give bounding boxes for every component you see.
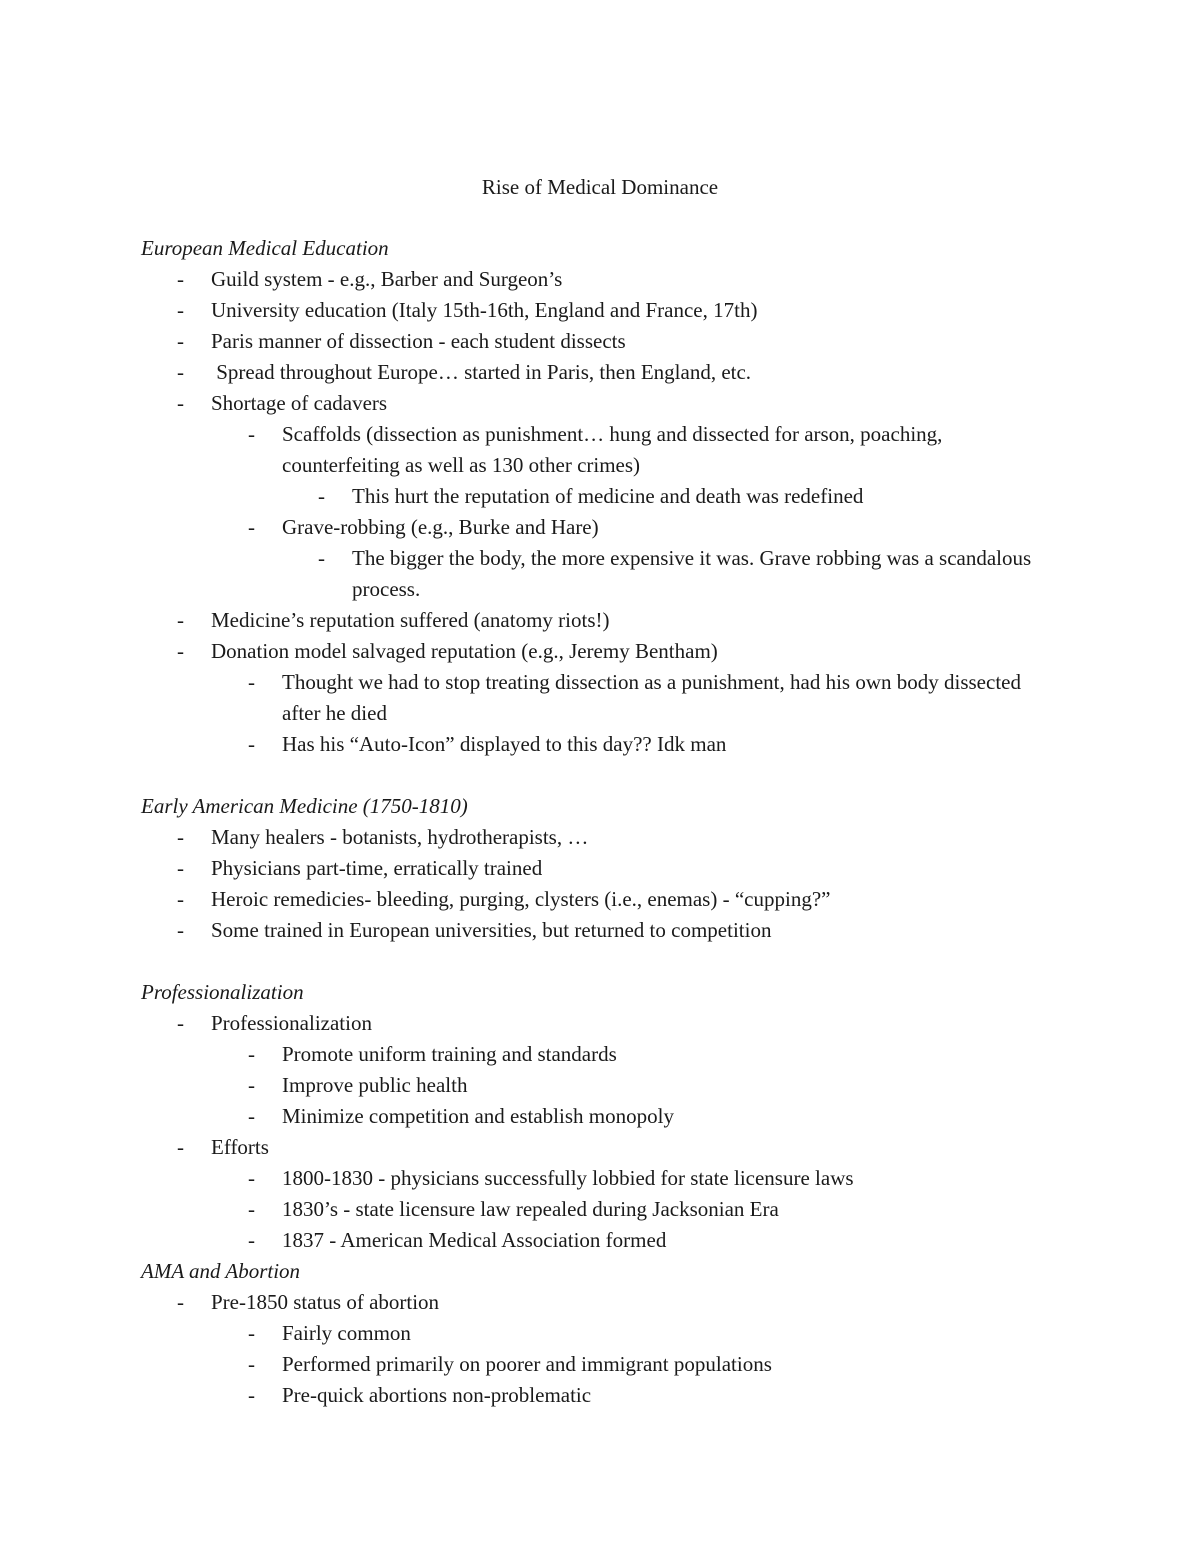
dash-marker: - [177,1135,184,1159]
sub-bullet-item [141,1380,1061,1411]
dash-marker: - [248,1228,255,1252]
bullet-item [141,822,1061,853]
sub-bullet-item [141,512,1061,543]
bullet-text: Donation model salvaged reputation (e.g., Jeremy Bentham) [211,639,718,663]
bullet-text: Pre-quick abortions non-problematic [282,1383,592,1407]
sub-bullet-item [141,1070,1061,1101]
dash-marker: - [248,1104,255,1128]
section-heading: Professionalization [141,980,304,1004]
dash-marker: - [318,546,325,570]
section-heading: European Medical Education [141,236,389,260]
sub-bullet-item [141,1194,1061,1225]
dash-marker: - [177,918,184,942]
dash-marker: - [248,1166,255,1190]
dash-marker: - [177,267,184,291]
bullet-item [141,636,1061,667]
bullet-text: Heroic remedicies- bleeding, purging, clysters (i.e., enemas) - “cupping?” [211,887,831,911]
bullet-text: Shortage of cadavers [211,391,388,415]
dash-marker: - [318,484,325,508]
bullet-item [141,357,1061,388]
dash-marker: - [248,515,255,539]
sub-bullet-item [141,667,1061,729]
bullet-item [141,915,1061,946]
sub-bullet-item [141,1318,1061,1349]
dash-marker: - [248,1197,255,1221]
bullet-text: Spread throughout Europe… started in Paris, then England, etc. [211,360,752,384]
section-spacer [141,946,1061,977]
dash-marker: - [248,732,255,756]
bullet-item [141,884,1061,915]
bullet-text: Grave-robbing (e.g., Burke and Hare) [282,515,599,539]
dash-marker: - [248,422,255,446]
bullet-text: Paris manner of dissection - each student dissects [211,329,626,353]
bullet-text: Guild system - e.g., Barber and Surgeon’s [211,267,563,291]
dash-marker: - [248,1383,255,1407]
dash-marker: - [248,1321,255,1345]
dash-marker: - [177,329,184,353]
bullet-item [141,1287,1061,1318]
bullet-item [141,264,1061,295]
bullet-text: Professionalization [211,1011,372,1035]
bullet-item [141,388,1061,419]
sub-bullet-item [141,419,1061,481]
dash-marker: - [248,1042,255,1066]
sub-sub-bullet-item [141,543,1061,605]
sub-bullet-item [141,1349,1061,1380]
bullet-item [141,295,1061,326]
document-body [141,233,1061,1411]
dash-marker: - [248,670,255,694]
sub-bullet-item [141,1039,1061,1070]
bullet-item [141,853,1061,884]
dash-marker: - [177,608,184,632]
dash-marker: - [177,391,184,415]
sub-bullet-item [141,1163,1061,1194]
document-title: Rise of Medical Dominance [481,175,719,199]
sub-sub-bullet-item [141,481,1061,512]
bullet-text: Minimize competition and establish monopoly [282,1104,674,1128]
dash-marker: - [248,1073,255,1097]
sub-bullet-item [141,729,1061,760]
bullet-text: Promote uniform training and standards [282,1042,617,1066]
dash-marker: - [177,887,184,911]
section-heading: Early American Medicine (1750-1810) [141,794,468,818]
bullet-text: The bigger the body, the more expensive it was. Grave robbing was a scandalous process. [352,546,1032,601]
bullet-text: Fairly common [282,1321,411,1345]
bullet-text: Physicians part-time, erratically trained [211,856,543,880]
dash-marker: - [177,639,184,663]
bullet-text: University education (Italy 15th-16th, England and France, 17th) [211,298,758,322]
bullet-text: This hurt the reputation of medicine and death was redefined [352,484,864,508]
section-spacer [141,760,1061,791]
bullet-item [141,1008,1061,1039]
section-heading: AMA and Abortion [141,1259,301,1283]
bullet-text: Medicine’s reputation suffered (anatomy riots!) [211,608,610,632]
bullet-text: 1800-1830 - physicians successfully lobbied for state licensure laws [282,1166,854,1190]
bullet-text: Performed primarily on poorer and immigrant populations [282,1352,772,1376]
dash-marker: - [177,360,184,384]
bullet-text: Efforts [211,1135,269,1159]
bullet-text: Some trained in European universities, but returned to competition [211,918,772,942]
bullet-item [141,605,1061,636]
bullet-text: Thought we had to stop treating dissection as a punishment, had his own body dissected after he died [282,670,1021,725]
sub-bullet-item [141,1225,1061,1256]
dash-marker: - [177,298,184,322]
bullet-text: Scaffolds (dissection as punishment… hung and dissected for arson, poaching, counterfeiting as well as 130 other crimes) [282,422,943,477]
bullet-item [141,326,1061,357]
bullet-item [141,1132,1061,1163]
bullet-text: Improve public health [282,1073,468,1097]
dash-marker: - [177,1290,184,1314]
bullet-text: Pre-1850 status of abortion [211,1290,440,1314]
dash-marker: - [177,825,184,849]
dash-marker: - [248,1352,255,1376]
bullet-text: 1837 - American Medical Association formed [282,1228,667,1252]
bullet-text: 1830’s - state licensure law repealed during Jacksonian Era [282,1197,779,1221]
dash-marker: - [177,856,184,880]
bullet-text: Many healers - botanists, hydrotherapists, … [211,825,589,849]
sub-bullet-item [141,1101,1061,1132]
dash-marker: - [177,1011,184,1035]
bullet-text: Has his “Auto-Icon” displayed to this day?? Idk man [282,732,727,756]
